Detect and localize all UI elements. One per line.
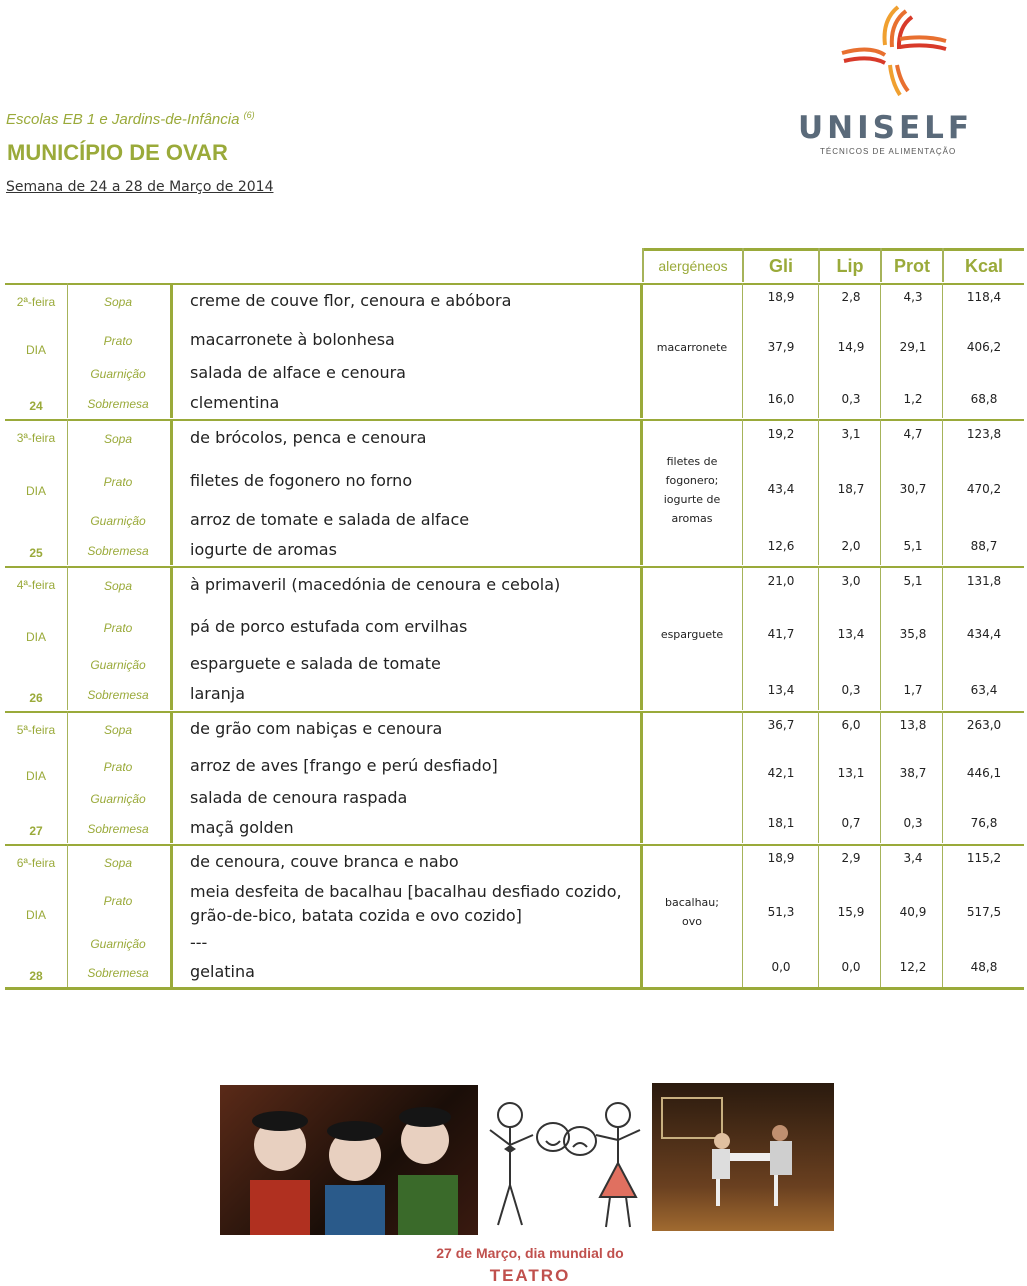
guarnicao-label: Guarnição bbox=[90, 792, 146, 806]
dish-sobremesa: maçã golden bbox=[190, 818, 294, 837]
nutrient-value: 4,3 bbox=[903, 290, 923, 304]
col-divider bbox=[742, 566, 743, 710]
nutrient-value: 5,1 bbox=[903, 574, 923, 588]
col-divider bbox=[640, 711, 643, 843]
nutrient-value: 13,8 bbox=[899, 718, 927, 732]
col-divider bbox=[818, 566, 819, 710]
allergen-text: aromas bbox=[671, 512, 713, 525]
col-divider bbox=[742, 844, 743, 988]
col-divider bbox=[818, 419, 819, 565]
nutrient-value: 0,3 bbox=[841, 392, 861, 406]
col-divider bbox=[818, 844, 819, 988]
dia-label: DIA bbox=[25, 630, 46, 644]
day-top-rule bbox=[5, 844, 642, 846]
theatre-day-caption-2: TEATRO bbox=[489, 1266, 571, 1285]
nutrient-value: 4,7 bbox=[903, 427, 923, 441]
nutrient-value: 19,2 bbox=[767, 427, 795, 441]
nutrient-value: 13,1 bbox=[837, 766, 865, 780]
lip-header: Lip bbox=[836, 256, 864, 276]
col-divider bbox=[170, 419, 173, 565]
dia-label: DIA bbox=[25, 484, 46, 498]
dish-prato: arroz de aves [frango e perú desfiado] bbox=[190, 756, 498, 775]
nutrient-value: 16,0 bbox=[767, 392, 795, 406]
col-divider bbox=[170, 844, 173, 988]
nutrient-value: 123,8 bbox=[966, 427, 1002, 441]
day-date: 24 bbox=[29, 399, 43, 413]
prato-label: Prato bbox=[103, 334, 133, 348]
prato-label: Prato bbox=[103, 621, 133, 635]
col-divider bbox=[742, 711, 743, 843]
dish-sopa: de cenoura, couve branca e nabo bbox=[190, 852, 459, 871]
dish-prato: macarronete à bolonhesa bbox=[190, 330, 395, 349]
sopa-label: Sopa bbox=[103, 432, 133, 446]
nutrient-value: 517,5 bbox=[966, 905, 1002, 919]
allergen-text: fogonero; bbox=[665, 474, 719, 487]
dish-guarnicao: esparguete e salada de tomate bbox=[190, 654, 441, 673]
day-top-rule bbox=[5, 711, 642, 713]
allergen-text: esparguete bbox=[660, 628, 724, 641]
dish-prato: filetes de fogonero no forno bbox=[190, 471, 413, 490]
dish-guarnicao: arroz de tomate e salada de alface bbox=[190, 510, 470, 529]
nutrient-value: 115,2 bbox=[966, 851, 1002, 865]
prato-label: Prato bbox=[103, 475, 133, 489]
allergen-text: ovo bbox=[682, 915, 702, 928]
guarnicao-label: Guarnição bbox=[90, 514, 146, 528]
dish-sopa: de grão com nabiças e cenoura bbox=[190, 719, 443, 738]
dish-sobremesa: iogurte de aromas bbox=[190, 540, 337, 559]
brand-tagline: TÉCNICOS DE ALIMENTAÇÃO bbox=[820, 147, 957, 156]
nutrient-value: 0,3 bbox=[841, 683, 861, 697]
nutrient-value: 41,7 bbox=[767, 627, 795, 641]
nutrient-value: 1,7 bbox=[903, 683, 923, 697]
day-date: 26 bbox=[29, 691, 43, 705]
sobremesa-label: Sobremesa bbox=[87, 822, 149, 836]
weekday-label: 3ª-feira bbox=[16, 431, 56, 445]
week-range: Semana de 24 a 28 de Março de 2014 bbox=[6, 179, 274, 195]
nutrient-value: 18,7 bbox=[837, 482, 865, 496]
col-divider bbox=[170, 566, 173, 710]
nutrient-value: 0,7 bbox=[841, 816, 861, 830]
dia-label: DIA bbox=[25, 908, 46, 922]
nutrient-value: 13,4 bbox=[767, 683, 795, 697]
nutrient-value: 434,4 bbox=[966, 627, 1002, 641]
nutrient-value: 6,0 bbox=[841, 718, 861, 732]
theatre-masks-icon bbox=[488, 1085, 643, 1235]
nutrient-value: 1,2 bbox=[903, 392, 923, 406]
dia-label: DIA bbox=[25, 343, 46, 357]
nutrient-value: 29,1 bbox=[899, 340, 927, 354]
weekday-label: 2ª-feira bbox=[16, 295, 56, 309]
nutrient-value: 18,9 bbox=[767, 290, 795, 304]
col-divider bbox=[818, 711, 819, 843]
weekday-label: 5ª-feira bbox=[16, 723, 56, 737]
sobremesa-label: Sobremesa bbox=[87, 397, 149, 411]
nutrient-value: 30,7 bbox=[899, 482, 927, 496]
allergen-text: bacalhau; bbox=[665, 896, 719, 909]
nutrient-value: 35,8 bbox=[899, 627, 927, 641]
day-top-rule bbox=[5, 566, 642, 568]
guarnicao-label: Guarnição bbox=[90, 658, 146, 672]
nutrient-value: 3,0 bbox=[841, 574, 861, 588]
day-top-rule-right bbox=[642, 419, 1024, 421]
day-top-rule-right bbox=[642, 711, 1024, 713]
nutrient-value: 131,8 bbox=[966, 574, 1002, 588]
nutrient-value: 12,6 bbox=[767, 539, 795, 553]
dish-sopa: creme de couve flor, cenoura e abóbora bbox=[190, 291, 512, 310]
gli-header: Gli bbox=[768, 256, 793, 276]
nutrient-value: 38,7 bbox=[899, 766, 927, 780]
nutrient-value: 63,4 bbox=[970, 683, 998, 697]
col-divider bbox=[742, 283, 743, 418]
nutrient-value: 76,8 bbox=[970, 816, 998, 830]
nutrient-value: 13,4 bbox=[837, 627, 865, 641]
nutrient-value: 43,4 bbox=[767, 482, 795, 496]
nutrient-value: 0,3 bbox=[903, 816, 923, 830]
col-divider bbox=[170, 283, 173, 418]
nutrient-value: 42,1 bbox=[767, 766, 795, 780]
mime-photo bbox=[220, 1085, 478, 1235]
nutrient-value: 3,1 bbox=[841, 427, 861, 441]
allergen-text: filetes de bbox=[666, 455, 718, 468]
sopa-label: Sopa bbox=[103, 579, 133, 593]
dish-sopa: à primaveril (macedónia de cenoura e cebola) bbox=[190, 575, 561, 594]
sopa-label: Sopa bbox=[103, 856, 133, 870]
nutrient-value: 18,1 bbox=[767, 816, 795, 830]
prot-header: Prot bbox=[894, 256, 930, 276]
nutrient-value: 0,0 bbox=[841, 960, 861, 974]
col-divider bbox=[742, 419, 743, 565]
nutrient-value: 263,0 bbox=[966, 718, 1002, 732]
sopa-label: Sopa bbox=[103, 295, 133, 309]
prato-label: Prato bbox=[103, 894, 133, 908]
dish-sopa: de brócolos, penca e cenoura bbox=[190, 428, 427, 447]
nutrient-value: 37,9 bbox=[767, 340, 795, 354]
school-subtitle: Escolas EB 1 e Jardins-de-Infância $^{(6)}$ bbox=[6, 110, 255, 128]
nutrient-value: 0,0 bbox=[771, 960, 791, 974]
theatre-day-caption: 27 de Março, dia mundial do bbox=[436, 1245, 624, 1261]
allergen-text: iogurte de bbox=[663, 493, 721, 506]
nutrient-value: 2,9 bbox=[841, 851, 861, 865]
guarnicao-label: Guarnição bbox=[90, 937, 146, 951]
dia-label: DIA bbox=[25, 769, 46, 783]
weekday-label: 4ª-feira bbox=[16, 578, 56, 592]
dish-sobremesa: clementina bbox=[190, 393, 280, 412]
prato-label: Prato bbox=[103, 760, 133, 774]
col-divider bbox=[170, 711, 173, 843]
nutrient-value: 118,4 bbox=[966, 290, 1002, 304]
day-top-rule-right bbox=[642, 566, 1024, 568]
sobremesa-label: Sobremesa bbox=[87, 688, 149, 702]
dish-prato: meia desfeita de bacalhau [bacalhau desfiado cozido, bbox=[190, 882, 622, 901]
nutrient-value: 21,0 bbox=[767, 574, 795, 588]
dish-prato: pá de porco estufada com ervilhas bbox=[190, 617, 468, 636]
weekday-label: 6ª-feira bbox=[16, 856, 56, 870]
nutrient-value: 2,0 bbox=[841, 539, 861, 553]
allergen-text: macarronete bbox=[656, 341, 728, 354]
sobremesa-label: Sobremesa bbox=[87, 544, 149, 558]
nutrient-value: 51,3 bbox=[767, 905, 795, 919]
nutrient-value: 88,7 bbox=[970, 539, 998, 553]
stage-photo bbox=[652, 1083, 834, 1231]
nutrient-value: 15,9 bbox=[837, 905, 865, 919]
table-bottom-rule bbox=[5, 987, 1024, 990]
nutrient-value: 3,4 bbox=[903, 851, 923, 865]
nutrient-value: 2,8 bbox=[841, 290, 861, 304]
nutrient-value: 12,2 bbox=[899, 960, 927, 974]
allergens-header: alergéneos bbox=[658, 258, 728, 274]
dish-guarnicao: --- bbox=[190, 933, 208, 952]
nutrient-value: 446,1 bbox=[966, 766, 1002, 780]
col-divider bbox=[818, 283, 819, 418]
nutrient-value: 48,8 bbox=[970, 960, 998, 974]
day-top-rule bbox=[5, 419, 642, 421]
brand-name: UNISELF bbox=[798, 110, 974, 146]
day-top-rule-right bbox=[642, 283, 1024, 285]
nutrient-value: 406,2 bbox=[966, 340, 1002, 354]
sobremesa-label: Sobremesa bbox=[87, 966, 149, 980]
nutrient-value: 18,9 bbox=[767, 851, 795, 865]
dish-guarnicao: salada de cenoura raspada bbox=[190, 788, 408, 807]
day-date: 28 bbox=[29, 969, 43, 983]
dish-sobremesa: laranja bbox=[190, 684, 246, 703]
nutrient-value: 14,9 bbox=[837, 340, 865, 354]
day-top-rule-right bbox=[642, 844, 1024, 846]
nutrient-value: 36,7 bbox=[767, 718, 795, 732]
nutrient-value: 5,1 bbox=[903, 539, 923, 553]
day-top-rule bbox=[5, 283, 642, 285]
day-date: 27 bbox=[29, 824, 43, 838]
nutrient-value: 68,8 bbox=[970, 392, 998, 406]
sopa-label: Sopa bbox=[103, 723, 133, 737]
day-date: 25 bbox=[29, 546, 43, 560]
dish-sobremesa: gelatina bbox=[190, 962, 255, 981]
nutrient-value: 470,2 bbox=[966, 482, 1002, 496]
kcal-header: Kcal bbox=[964, 256, 1004, 276]
municipality-title: MUNICÍPIO DE OVAR bbox=[7, 140, 228, 165]
nutrient-value: 40,9 bbox=[899, 905, 927, 919]
guarnicao-label: Guarnição bbox=[90, 367, 146, 381]
dish-prato-cont: grão-de-bico, batata cozida e ovo cozido] bbox=[190, 906, 522, 925]
dish-guarnicao: salada de alface e cenoura bbox=[190, 363, 406, 382]
